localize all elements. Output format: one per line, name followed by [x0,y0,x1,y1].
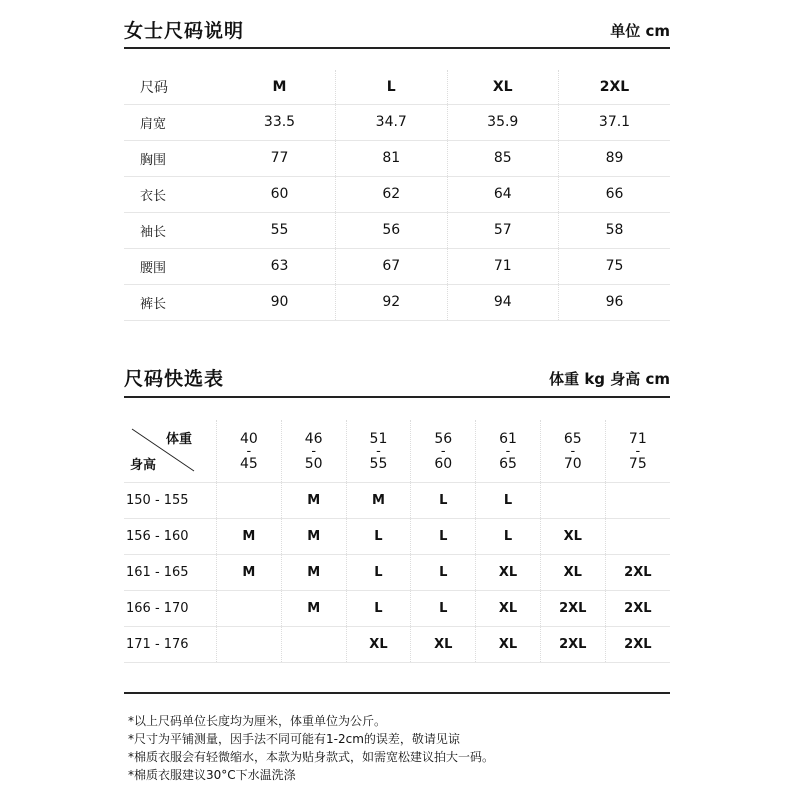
corner-height-label: 身高 [130,458,157,473]
size-chart-divider [124,47,670,49]
row-label: 袖长 [124,212,224,248]
table-cell: 57 [447,212,559,248]
size-cell: XL [346,627,411,663]
table-cell: 63 [224,248,336,284]
size-cell: 2XL [540,591,605,627]
notes-divider [124,692,670,694]
corner-weight-label: 体重 [166,432,193,447]
row-label: 衣长 [124,176,224,212]
table-row [124,284,670,320]
height-range-label: 161 - 165 [124,555,217,591]
table-row [124,140,670,176]
table-row [124,627,670,663]
table-cell: 89 [559,140,671,176]
size-cell [281,627,346,663]
weight-range-header: 46 - 50 [281,420,346,483]
size-cell: L [411,591,476,627]
size-header-cell: L [336,70,448,104]
size-cell: XL [540,519,605,555]
row-label: 肩宽 [124,104,224,140]
size-cell [217,591,282,627]
size-chart-title: 女士尺码说明 [124,20,245,42]
table-cell: 34.7 [336,104,448,140]
table-row [124,555,670,591]
size-cell: M [217,555,282,591]
table-row [124,519,670,555]
size-cell: XL [411,627,476,663]
row-label: 腰围 [124,248,224,284]
size-cell: M [281,555,346,591]
size-cell: L [346,555,411,591]
size-cell: L [411,519,476,555]
weight-range-header: 51 - 55 [346,420,411,483]
table-cell: 67 [336,248,448,284]
table-cell: 94 [447,284,559,320]
size-header-cell: XL [447,70,559,104]
table-cell: 96 [559,284,671,320]
row-label: 胸围 [124,140,224,176]
weight-range-header: 65 - 70 [540,420,605,483]
table-row [124,104,670,140]
table-cell: 92 [336,284,448,320]
size-cell: 2XL [605,627,670,663]
size-cell: M [281,591,346,627]
table-cell: 77 [224,140,336,176]
size-chart-table [124,70,670,321]
size-cell [605,483,670,519]
table-cell: 75 [559,248,671,284]
size-cell: L [411,483,476,519]
size-header-cell: 2XL [559,70,671,104]
table-cell: 56 [336,212,448,248]
size-cell: L [476,519,541,555]
table-cell: 33.5 [224,104,336,140]
size-cell: XL [476,555,541,591]
table-cell: 71 [447,248,559,284]
corner-cell [124,420,217,483]
row-label: 裤长 [124,284,224,320]
note-line: *棉质衣服建议30°C下水温洗涤 [128,768,296,782]
size-cell: M [281,483,346,519]
size-header-cell: M [224,70,336,104]
weight-range-header: 61 - 65 [476,420,541,483]
table-cell: 35.9 [447,104,559,140]
note-line: *尺寸为平铺测量，因手法不同可能有1-2cm的误差，敬请见谅 [128,732,460,746]
size-cell [217,627,282,663]
size-header-label: 尺码 [124,70,224,104]
weight-range-header: 56 - 60 [411,420,476,483]
height-range-label: 156 - 160 [124,519,217,555]
table-cell: 85 [447,140,559,176]
height-range-label: 166 - 170 [124,591,217,627]
size-cell: 2XL [605,555,670,591]
quick-chart-title: 尺码快选表 [124,368,225,390]
quick-chart-divider [124,396,670,398]
weight-range-header: 40 - 45 [217,420,282,483]
table-row [124,248,670,284]
size-chart-unit: 单位 cm [610,22,670,40]
size-chart-header-row [124,70,670,104]
note-line: *以上尺码单位长度均为厘米，体重单位为公斤。 [128,714,387,728]
size-cell: XL [476,591,541,627]
size-cell: 2XL [540,627,605,663]
table-row [124,176,670,212]
table-cell: 64 [447,176,559,212]
table-cell: 37.1 [559,104,671,140]
table-cell: 81 [336,140,448,176]
size-cell [605,519,670,555]
quick-chart-table [124,420,670,663]
size-cell: M [217,519,282,555]
quick-chart-unit: 体重 kg 身高 cm [549,370,670,388]
table-cell: 58 [559,212,671,248]
table-cell: 60 [224,176,336,212]
size-cell: 2XL [605,591,670,627]
size-cell: L [476,483,541,519]
size-cell: XL [540,555,605,591]
table-row [124,591,670,627]
size-cell [540,483,605,519]
size-cell: M [346,483,411,519]
table-cell: 66 [559,176,671,212]
size-cell: L [346,591,411,627]
size-cell [217,483,282,519]
height-range-label: 150 - 155 [124,483,217,519]
size-cell: XL [476,627,541,663]
note-line: *棉质衣服会有轻微缩水，本款为贴身款式，如需宽松建议拍大一码。 [128,750,495,764]
weight-range-header: 71 - 75 [605,420,670,483]
size-cell: L [411,555,476,591]
table-cell: 62 [336,176,448,212]
notes-block [128,712,688,784]
size-cell: M [281,519,346,555]
size-cell: L [346,519,411,555]
table-row [124,212,670,248]
table-cell: 55 [224,212,336,248]
height-range-label: 171 - 176 [124,627,217,663]
table-row [124,483,670,519]
quick-chart-header-row [124,420,670,483]
table-cell: 90 [224,284,336,320]
